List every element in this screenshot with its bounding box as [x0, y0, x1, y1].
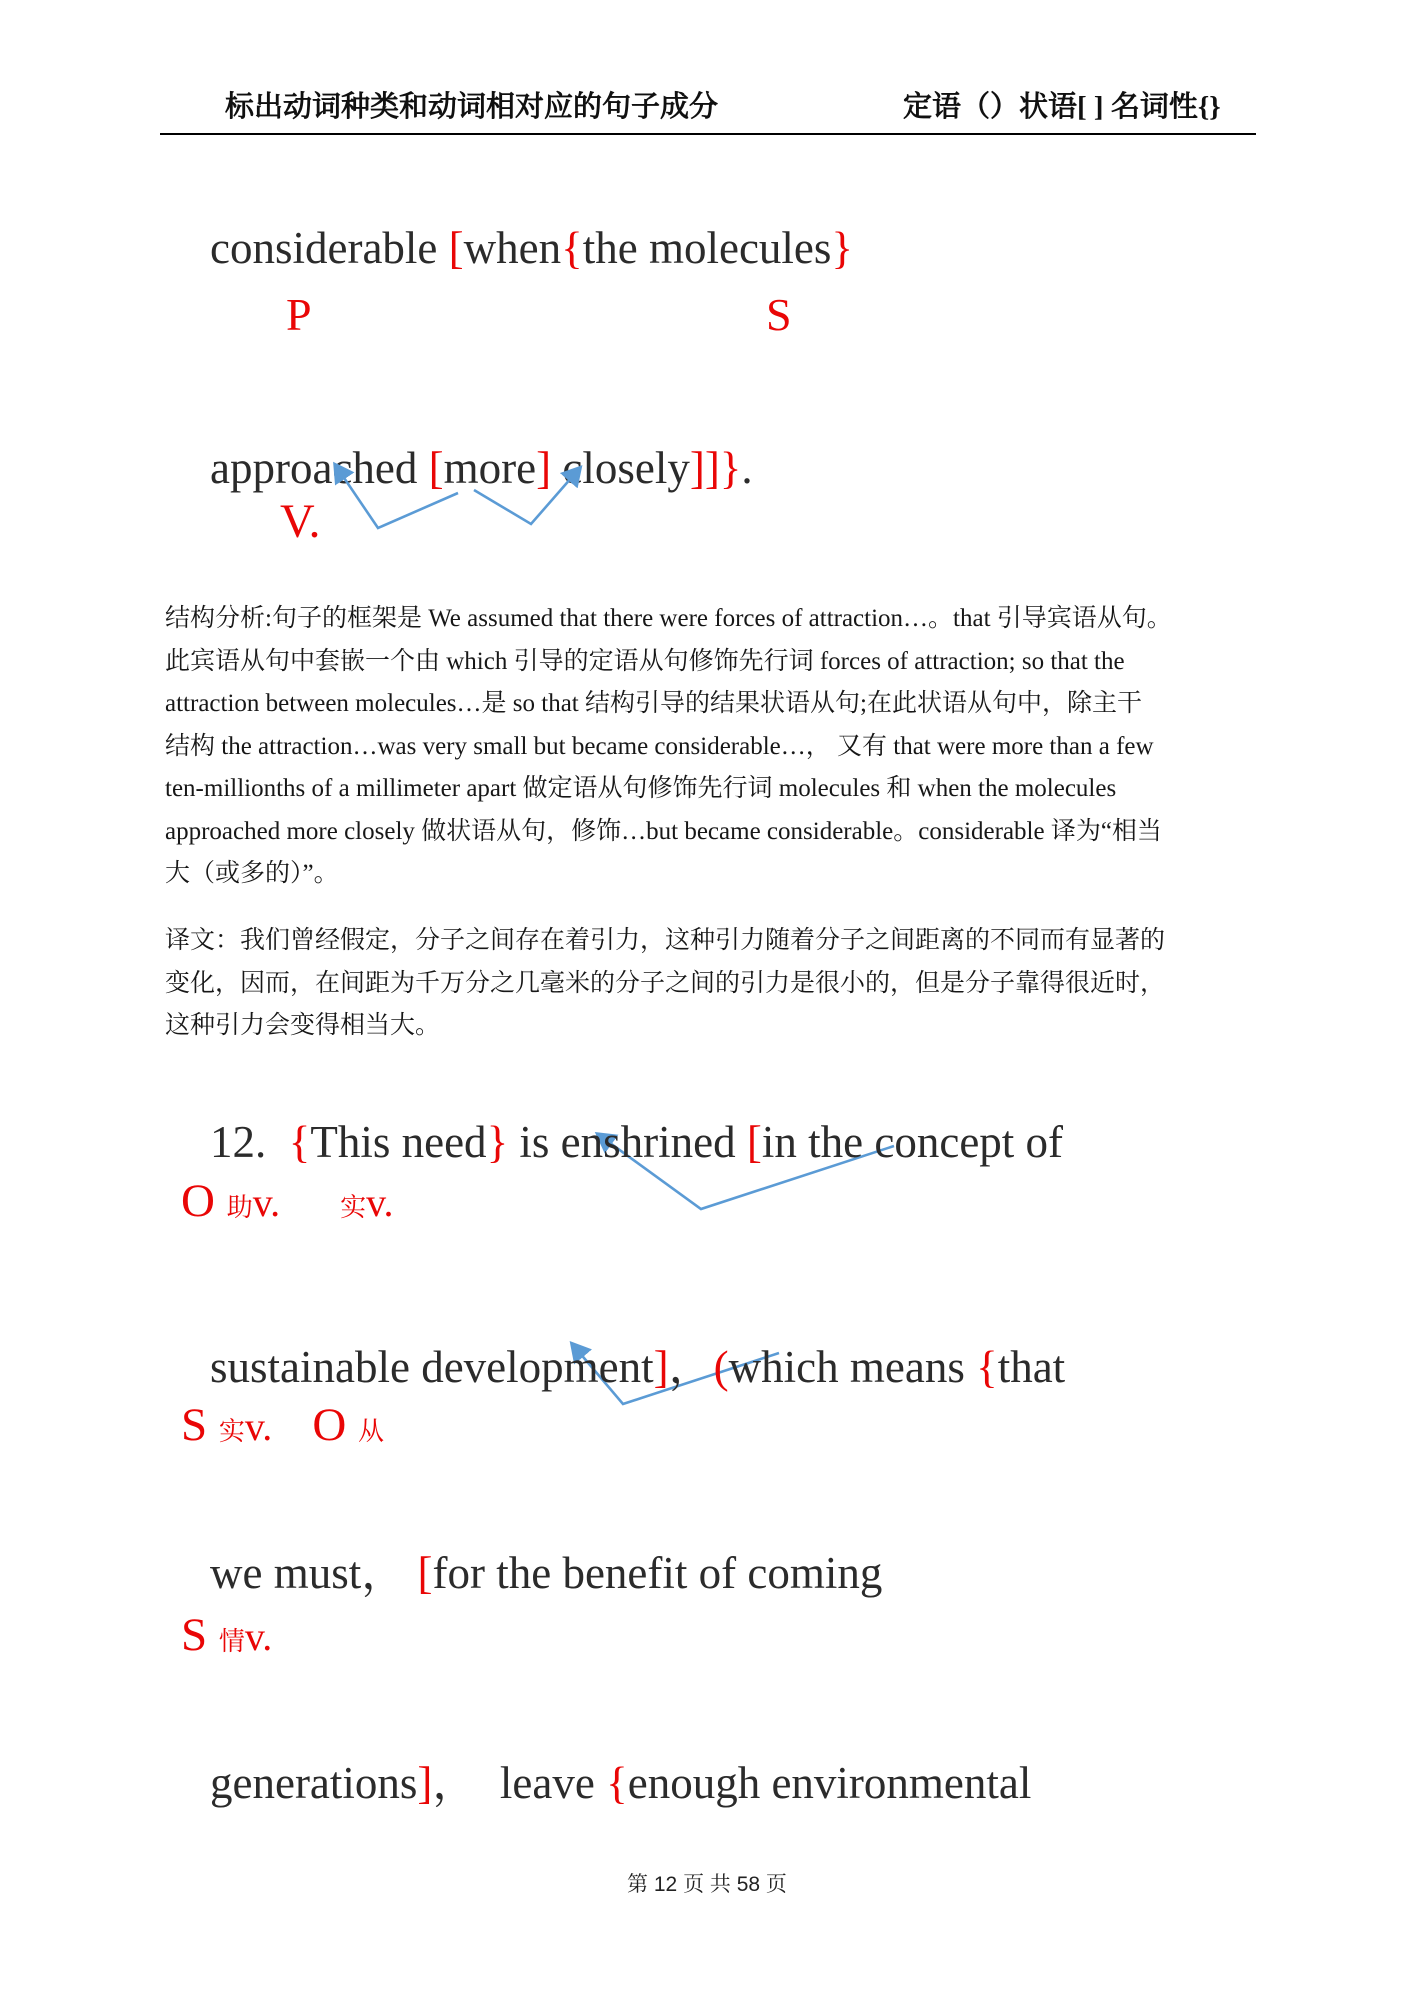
sentence11-line2: [165, 390, 753, 546]
subject-label: S: [766, 289, 792, 340]
auxiliary-verb-label: 助: [226, 1193, 253, 1222]
text-segment: generations: [210, 1758, 418, 1808]
text-segment: enough environmental: [627, 1758, 1032, 1808]
bracket-segment: {: [976, 1342, 998, 1392]
analysis-line: attraction between molecules…是 so that 结构引导的结果状语从句;在此状语从句中，除主干: [165, 690, 1142, 717]
text-segment: approached: [210, 443, 429, 493]
translation-line: 这种引力会变得相当大。: [165, 1012, 441, 1039]
analysis-line: 大（或多的）”。: [165, 860, 339, 887]
bracket-segment: ]]}: [689, 443, 742, 493]
clause-label: 从: [358, 1417, 385, 1446]
text-segment: when: [463, 223, 562, 273]
bracket-segment: ]: [417, 1758, 433, 1808]
analysis-line: 结构分析:句子的框架是 We assumed that there were forces of attraction…。that 引导宾语从句。: [165, 605, 1172, 632]
text-segment: 12.: [210, 1117, 289, 1167]
header-divider: [160, 133, 1256, 135]
content-verb-label: 实: [218, 1417, 245, 1446]
analysis-line: 此宾语从句中套嵌一个由 which 引导的定语从句修饰先行词 forces of attraction; so that the: [165, 647, 1125, 675]
text-segment: sustainable development: [210, 1342, 654, 1392]
text-segment: is enshrined: [508, 1117, 747, 1167]
text-segment: for the benefit of coming: [432, 1548, 883, 1598]
text-segment: ， leave: [432, 1758, 607, 1808]
sentence12-line4: [165, 1694, 1031, 1863]
object-label: O: [312, 1399, 359, 1451]
header-right-legend: 定语（）状语[ ] 名词性{}: [903, 91, 1221, 123]
bracket-segment: {: [288, 1117, 311, 1167]
sentence11-line1: [165, 170, 853, 326]
translation-line: 变化，因而，在间距为千万分之几毫米的分子之间的引力是很小的，但是分子靠得很近时，: [165, 969, 1166, 997]
verb-label: v.: [244, 1404, 273, 1449]
translation-line: 译文：我们曾经假定，分子之间存在着引力，这种引力随着分子之间距离的不同而有显著的: [165, 927, 1166, 954]
modal-verb-label: 情: [218, 1627, 245, 1656]
grammar-labels-row-modal: [165, 1590, 272, 1680]
subject-label: S: [181, 1399, 219, 1451]
text-segment: ，: [668, 1342, 714, 1392]
spacer: [280, 1180, 340, 1225]
page-number-footer: 第 12 页 共 58 页: [627, 1873, 787, 1896]
bracket-segment: [: [448, 223, 464, 273]
structure-analysis-paragraph: [165, 598, 1265, 896]
grammar-labels-row-object: [165, 1156, 394, 1246]
analysis-line: ten-millionths of a millimeter apart 做定语从句修饰先行词 molecules 和 when the molecules: [165, 775, 1117, 802]
verb-label: V.: [280, 495, 321, 548]
header-left-title: 标出动词种类和动词相对应的句子成分: [225, 91, 719, 123]
text-segment: considerable: [210, 223, 449, 273]
predicate-label: P: [286, 289, 312, 340]
verb-label: v.: [244, 1614, 273, 1659]
text-segment: which means: [728, 1342, 977, 1392]
bracket-segment: }: [831, 223, 854, 273]
text-segment: .: [741, 443, 753, 493]
bracket-segment: [: [417, 1548, 433, 1598]
bracket-segment: {: [561, 223, 583, 273]
text-segment: in the concept of: [761, 1117, 1064, 1167]
bracket-segment: ]: [536, 443, 552, 493]
content-verb-label: 实: [340, 1193, 367, 1222]
text-segment: This need: [310, 1117, 487, 1167]
verb-label: v.: [366, 1180, 394, 1225]
analysis-line: approached more closely 做状语从句，修饰…but became considerable。considerable 译为“相当: [165, 817, 1162, 845]
bracket-segment: [: [746, 1117, 762, 1167]
object-label: O: [181, 1175, 227, 1227]
grammar-labels-row-subject: [165, 1380, 384, 1470]
bracket-segment: {: [606, 1758, 628, 1808]
sentence12-line3: [165, 1484, 882, 1653]
translation-paragraph: [165, 920, 1265, 1048]
text-segment: the molecules: [582, 223, 832, 273]
spacer: [272, 1404, 312, 1449]
subject-label: S: [181, 1609, 219, 1661]
bracket-segment: ]: [653, 1342, 669, 1392]
text-segment: that: [997, 1342, 1066, 1392]
bracket-segment: }: [486, 1117, 509, 1167]
bracket-segment: (: [713, 1342, 729, 1392]
text-segment: closely: [551, 443, 690, 493]
text-segment: we must，: [210, 1548, 418, 1598]
analysis-line: 结构 the attraction…was very small but became considerable…， 又有 that were more than a few: [165, 732, 1154, 760]
verb-label: v.: [252, 1180, 281, 1225]
bracket-segment: [: [428, 443, 444, 493]
text-segment: more: [443, 443, 537, 493]
